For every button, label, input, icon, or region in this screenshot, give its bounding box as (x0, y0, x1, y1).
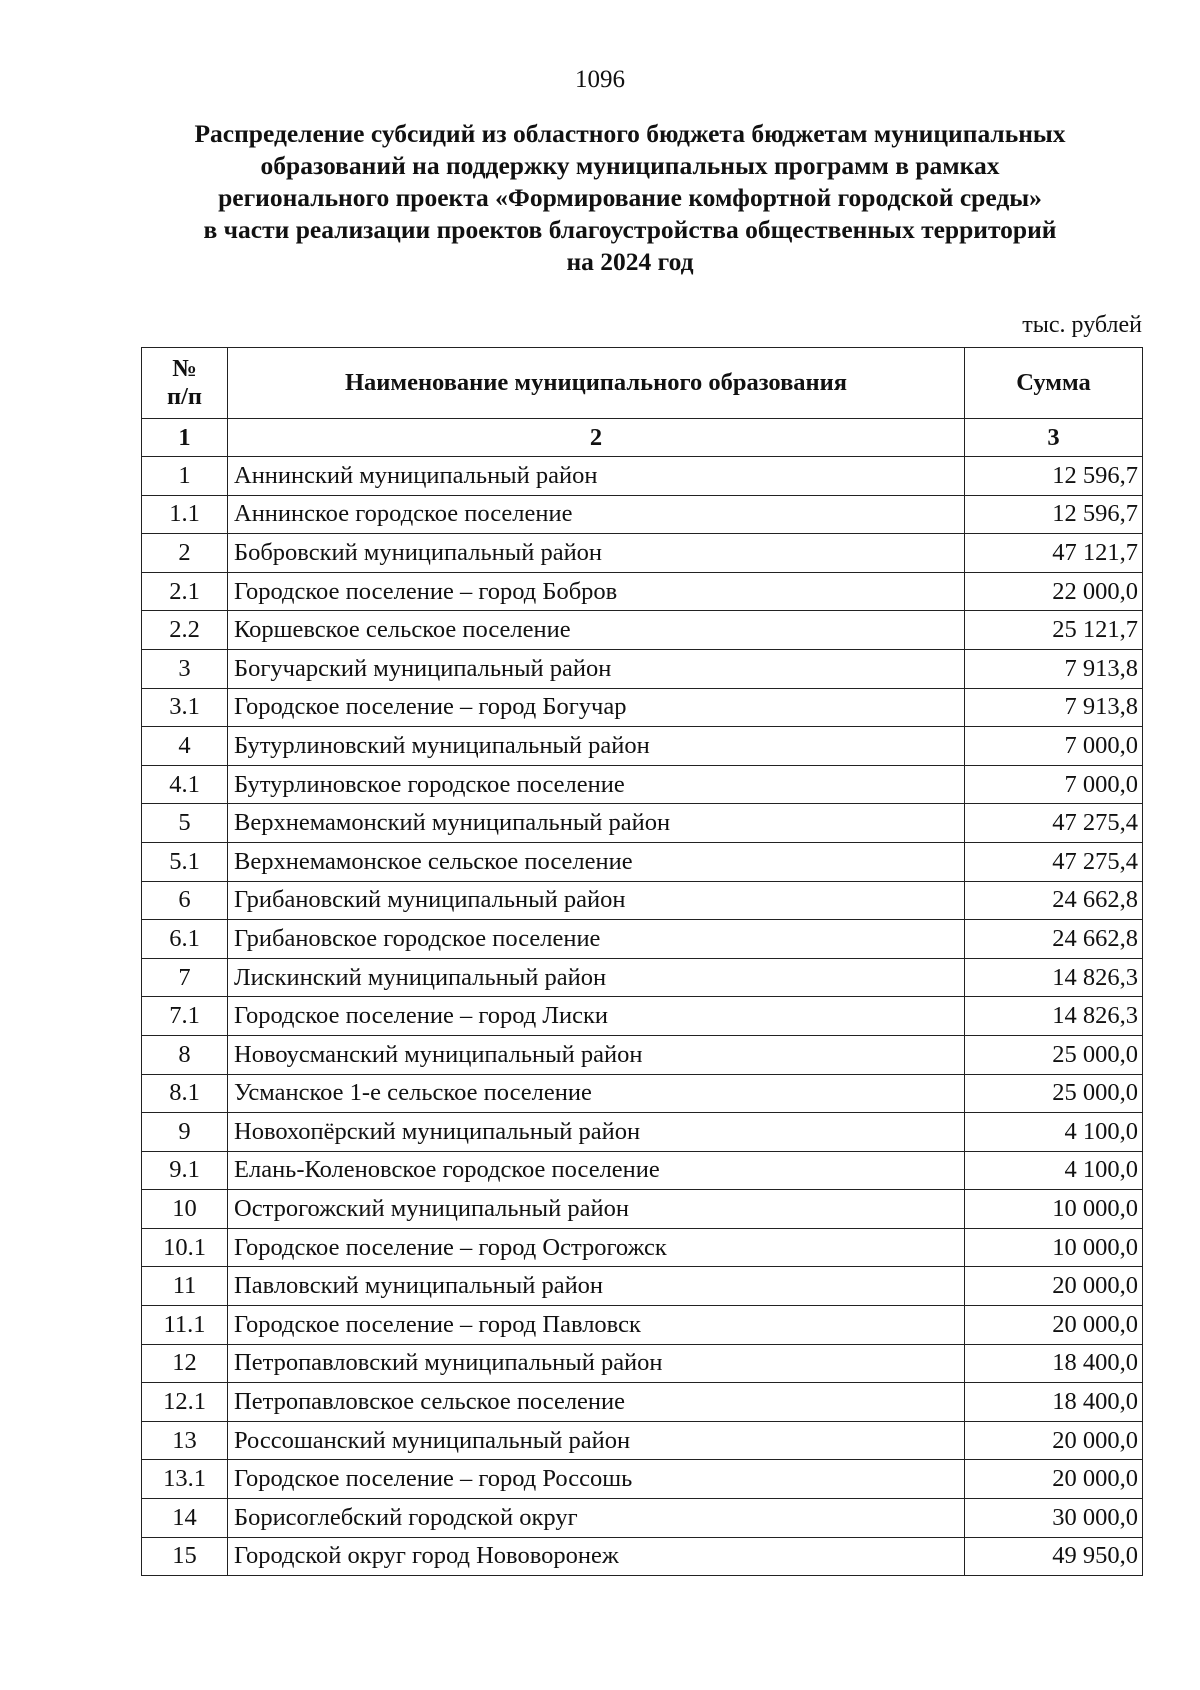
row-number-cell: 13 (142, 1421, 228, 1460)
table-header-row (142, 348, 1143, 419)
row-number-cell: 11 (142, 1267, 228, 1306)
municipality-name-cell: Коршевское сельское поселение (228, 611, 965, 650)
table-row (142, 1460, 1143, 1499)
municipality-name-cell: Городской округ город Нововоронеж (228, 1537, 965, 1576)
amount-cell: 18 400,0 (965, 1383, 1143, 1422)
amount-cell: 22 000,0 (965, 572, 1143, 611)
row-number-cell: 10 (142, 1190, 228, 1229)
municipality-name-cell: Елань-Коленовское городское поселение (228, 1151, 965, 1190)
row-number-cell: 8.1 (142, 1074, 228, 1113)
document-title (130, 118, 1130, 278)
row-number-cell: 2.2 (142, 611, 228, 650)
table-row (142, 1421, 1143, 1460)
row-number-cell: 7 (142, 958, 228, 997)
amount-cell: 24 662,8 (965, 920, 1143, 959)
row-number-cell: 13.1 (142, 1460, 228, 1499)
header-num-text: № п/п (166, 355, 203, 410)
title-line: в части реализации проектов благоустройства общественных территорий (203, 215, 1057, 244)
municipality-name-cell: Петропавловский муниципальный район (228, 1344, 965, 1383)
amount-cell: 20 000,0 (965, 1421, 1143, 1460)
row-number-cell: 9 (142, 1113, 228, 1152)
table-row (142, 727, 1143, 766)
table-row (142, 534, 1143, 573)
municipality-name-cell: Городское поселение – город Павловск (228, 1306, 965, 1345)
amount-cell: 7 913,8 (965, 688, 1143, 727)
amount-cell: 7 913,8 (965, 649, 1143, 688)
amount-cell: 30 000,0 (965, 1499, 1143, 1538)
row-number-cell: 10.1 (142, 1228, 228, 1267)
amount-cell: 4 100,0 (965, 1113, 1143, 1152)
municipality-name-cell: Усманское 1-е сельское поселение (228, 1074, 965, 1113)
amount-cell: 24 662,8 (965, 881, 1143, 920)
table-row (142, 958, 1143, 997)
row-number-cell: 2.1 (142, 572, 228, 611)
municipality-name-cell: Петропавловское сельское поселение (228, 1383, 965, 1422)
row-number-cell: 12 (142, 1344, 228, 1383)
page-number: 1096 (575, 66, 625, 93)
column-index-row (142, 419, 1143, 457)
table-row (142, 842, 1143, 881)
row-number-cell: 3.1 (142, 688, 228, 727)
municipality-name-cell: Грибановское городское поселение (228, 920, 965, 959)
municipality-name-cell: Павловский муниципальный район (228, 1267, 965, 1306)
table-row (142, 881, 1143, 920)
municipality-name-cell: Аннинский муниципальный район (228, 457, 965, 496)
amount-cell: 47 121,7 (965, 534, 1143, 573)
amount-cell: 4 100,0 (965, 1151, 1143, 1190)
table-row (142, 1190, 1143, 1229)
municipality-name-cell: Городское поселение – город Россошь (228, 1460, 965, 1499)
municipality-name-cell: Грибановский муниципальный район (228, 881, 965, 920)
title-line: Распределение субсидий из областного бюджета бюджетам муниципальных (194, 119, 1066, 148)
row-number-cell: 6.1 (142, 920, 228, 959)
amount-cell: 20 000,0 (965, 1460, 1143, 1499)
table-row (142, 495, 1143, 534)
amount-cell: 47 275,4 (965, 842, 1143, 881)
table-row (142, 997, 1143, 1036)
column-index: 2 (228, 419, 965, 457)
amount-cell: 7 000,0 (965, 727, 1143, 766)
row-number-cell: 4.1 (142, 765, 228, 804)
row-number-cell: 7.1 (142, 997, 228, 1036)
amount-cell: 25 121,7 (965, 611, 1143, 650)
table-row (142, 1035, 1143, 1074)
row-number-cell: 1.1 (142, 495, 228, 534)
row-number-cell: 12.1 (142, 1383, 228, 1422)
row-number-cell: 6 (142, 881, 228, 920)
table-body (142, 457, 1143, 1576)
amount-cell: 49 950,0 (965, 1537, 1143, 1576)
amount-cell: 25 000,0 (965, 1074, 1143, 1113)
table-row (142, 649, 1143, 688)
title-line: на 2024 год (566, 247, 694, 276)
row-number-cell: 1 (142, 457, 228, 496)
title-line: регионального проекта «Формирование комфортной городской среды» (218, 183, 1042, 212)
table-row (142, 1074, 1143, 1113)
row-number-cell: 15 (142, 1537, 228, 1576)
amount-cell: 20 000,0 (965, 1306, 1143, 1345)
municipality-name-cell: Верхнемамонское сельское поселение (228, 842, 965, 881)
row-number-cell: 5 (142, 804, 228, 843)
municipality-name-cell: Борисоглебский городской округ (228, 1499, 965, 1538)
municipality-name-cell: Аннинское городское поселение (228, 495, 965, 534)
header-sum: Сумма (965, 348, 1143, 419)
subsidy-table (141, 347, 1143, 1576)
amount-cell: 10 000,0 (965, 1190, 1143, 1229)
amount-cell: 25 000,0 (965, 1035, 1143, 1074)
row-number-cell: 4 (142, 727, 228, 766)
table-row (142, 572, 1143, 611)
municipality-name-cell: Бутурлиновский муниципальный район (228, 727, 965, 766)
municipality-name-cell: Новохопёрский муниципальный район (228, 1113, 965, 1152)
municipality-name-cell: Городское поселение – город Лиски (228, 997, 965, 1036)
table-row (142, 1306, 1143, 1345)
header-num (142, 348, 228, 419)
amount-cell: 14 826,3 (965, 997, 1143, 1036)
municipality-name-cell: Острогожский муниципальный район (228, 1190, 965, 1229)
table-row (142, 688, 1143, 727)
row-number-cell: 2 (142, 534, 228, 573)
row-number-cell: 8 (142, 1035, 228, 1074)
table-row (142, 765, 1143, 804)
header-name: Наименование муниципального образования (228, 348, 965, 419)
row-number-cell: 9.1 (142, 1151, 228, 1190)
row-number-cell: 11.1 (142, 1306, 228, 1345)
table-row (142, 611, 1143, 650)
amount-cell: 10 000,0 (965, 1228, 1143, 1267)
municipality-name-cell: Лискинский муниципальный район (228, 958, 965, 997)
row-number-cell: 14 (142, 1499, 228, 1538)
amount-cell: 14 826,3 (965, 958, 1143, 997)
row-number-cell: 5.1 (142, 842, 228, 881)
column-index: 1 (142, 419, 228, 457)
municipality-name-cell: Городское поселение – город Острогожск (228, 1228, 965, 1267)
municipality-name-cell: Богучарский муниципальный район (228, 649, 965, 688)
municipality-name-cell: Бобровский муниципальный район (228, 534, 965, 573)
table-row (142, 1383, 1143, 1422)
amount-cell: 47 275,4 (965, 804, 1143, 843)
table-row (142, 1344, 1143, 1383)
table-row (142, 920, 1143, 959)
amount-cell: 18 400,0 (965, 1344, 1143, 1383)
amount-cell: 20 000,0 (965, 1267, 1143, 1306)
municipality-name-cell: Бутурлиновское городское поселение (228, 765, 965, 804)
table-row (142, 1113, 1143, 1152)
title-line: образований на поддержку муниципальных программ в рамках (260, 151, 1000, 180)
amount-cell: 12 596,7 (965, 495, 1143, 534)
municipality-name-cell: Городское поселение – город Бобров (228, 572, 965, 611)
table-row (142, 1499, 1143, 1538)
amount-cell: 7 000,0 (965, 765, 1143, 804)
amount-cell: 12 596,7 (965, 457, 1143, 496)
table-row (142, 1228, 1143, 1267)
municipality-name-cell: Россошанский муниципальный район (228, 1421, 965, 1460)
table-row (142, 1151, 1143, 1190)
municipality-name-cell: Верхнемамонский муниципальный район (228, 804, 965, 843)
units-label: тыс. рублей (1022, 312, 1142, 338)
row-number-cell: 3 (142, 649, 228, 688)
table-row (142, 1267, 1143, 1306)
municipality-name-cell: Городское поселение – город Богучар (228, 688, 965, 727)
table-row (142, 804, 1143, 843)
municipality-name-cell: Новоусманский муниципальный район (228, 1035, 965, 1074)
table-row (142, 457, 1143, 496)
column-index: 3 (965, 419, 1143, 457)
table-row (142, 1537, 1143, 1576)
